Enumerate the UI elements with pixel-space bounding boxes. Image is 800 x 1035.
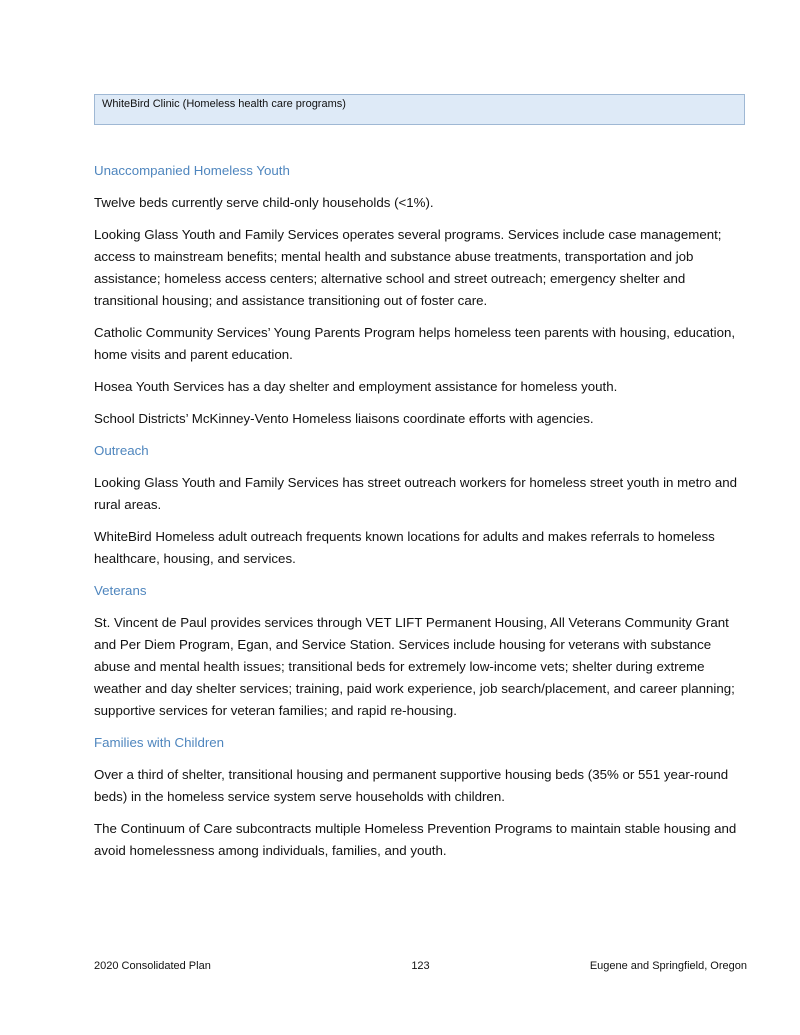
section-heading-unaccompanied-youth: Unaccompanied Homeless Youth xyxy=(94,163,290,178)
footer-document-title: 2020 Consolidated Plan xyxy=(94,960,211,972)
paragraph: Hosea Youth Services has a day shelter and employment assistance for homeless youth. xyxy=(94,379,618,394)
section-heading-veterans: Veterans xyxy=(94,583,147,598)
section-heading-outreach: Outreach xyxy=(94,443,149,458)
paragraph: School Districts’ McKinney-Vento Homeless liaisons coordinate efforts with agencies. xyxy=(94,411,594,426)
page-footer xyxy=(94,958,747,974)
footer-location: Eugene and Springfield, Oregon xyxy=(589,960,747,972)
document-body xyxy=(94,160,749,872)
paragraph: Looking Glass Youth and Family Services operates several programs. Services include case management; access to mainstream benefits; mental health and substance abuse treatments, transportation and job assistance; homeless access centers; alternative school and street outreach; emergency shelter and transitional housing; and assistance transitioning out of foster care. xyxy=(94,227,722,308)
paragraph: Twelve beds currently serve child-only households (<1%). xyxy=(94,195,434,210)
paragraph: The Continuum of Care subcontracts multiple Homeless Prevention Programs to maintain stable housing and avoid homelessness among individuals, families, and youth. xyxy=(94,821,737,858)
table-row xyxy=(94,94,745,125)
section-heading-families: Families with Children xyxy=(94,735,225,750)
paragraph: Looking Glass Youth and Family Services has street outreach workers for homeless street youth in metro and rural areas. xyxy=(94,475,738,512)
page-number: 123 xyxy=(411,960,430,972)
paragraph: St. Vincent de Paul provides services through VET LIFT Permanent Housing, All Veterans Community Grant and Per Diem Program, Egan, and Service Station. Services include housing for veterans with substance abuse and mental health issues; transitional beds for extremely low-income vets; shelter during extreme weather and day shelter services; training, paid work experience, job search/placement, and career planning; supportive services for veteran families; and rapid re-housing. xyxy=(94,615,735,718)
paragraph: Over a third of shelter, transitional housing and permanent supportive housing beds (35% or 551 year-round beds) in the homeless service system serve households with children. xyxy=(94,767,729,804)
paragraph: Catholic Community Services’ Young Parents Program helps homeless teen parents with housing, education, home visits and parent education. xyxy=(94,325,736,362)
table-cell: WhiteBird Clinic (Homeless health care programs) xyxy=(102,98,346,110)
paragraph: WhiteBird Homeless adult outreach frequents known locations for adults and makes referrals to homeless healthcare, housing, and services. xyxy=(94,529,715,566)
